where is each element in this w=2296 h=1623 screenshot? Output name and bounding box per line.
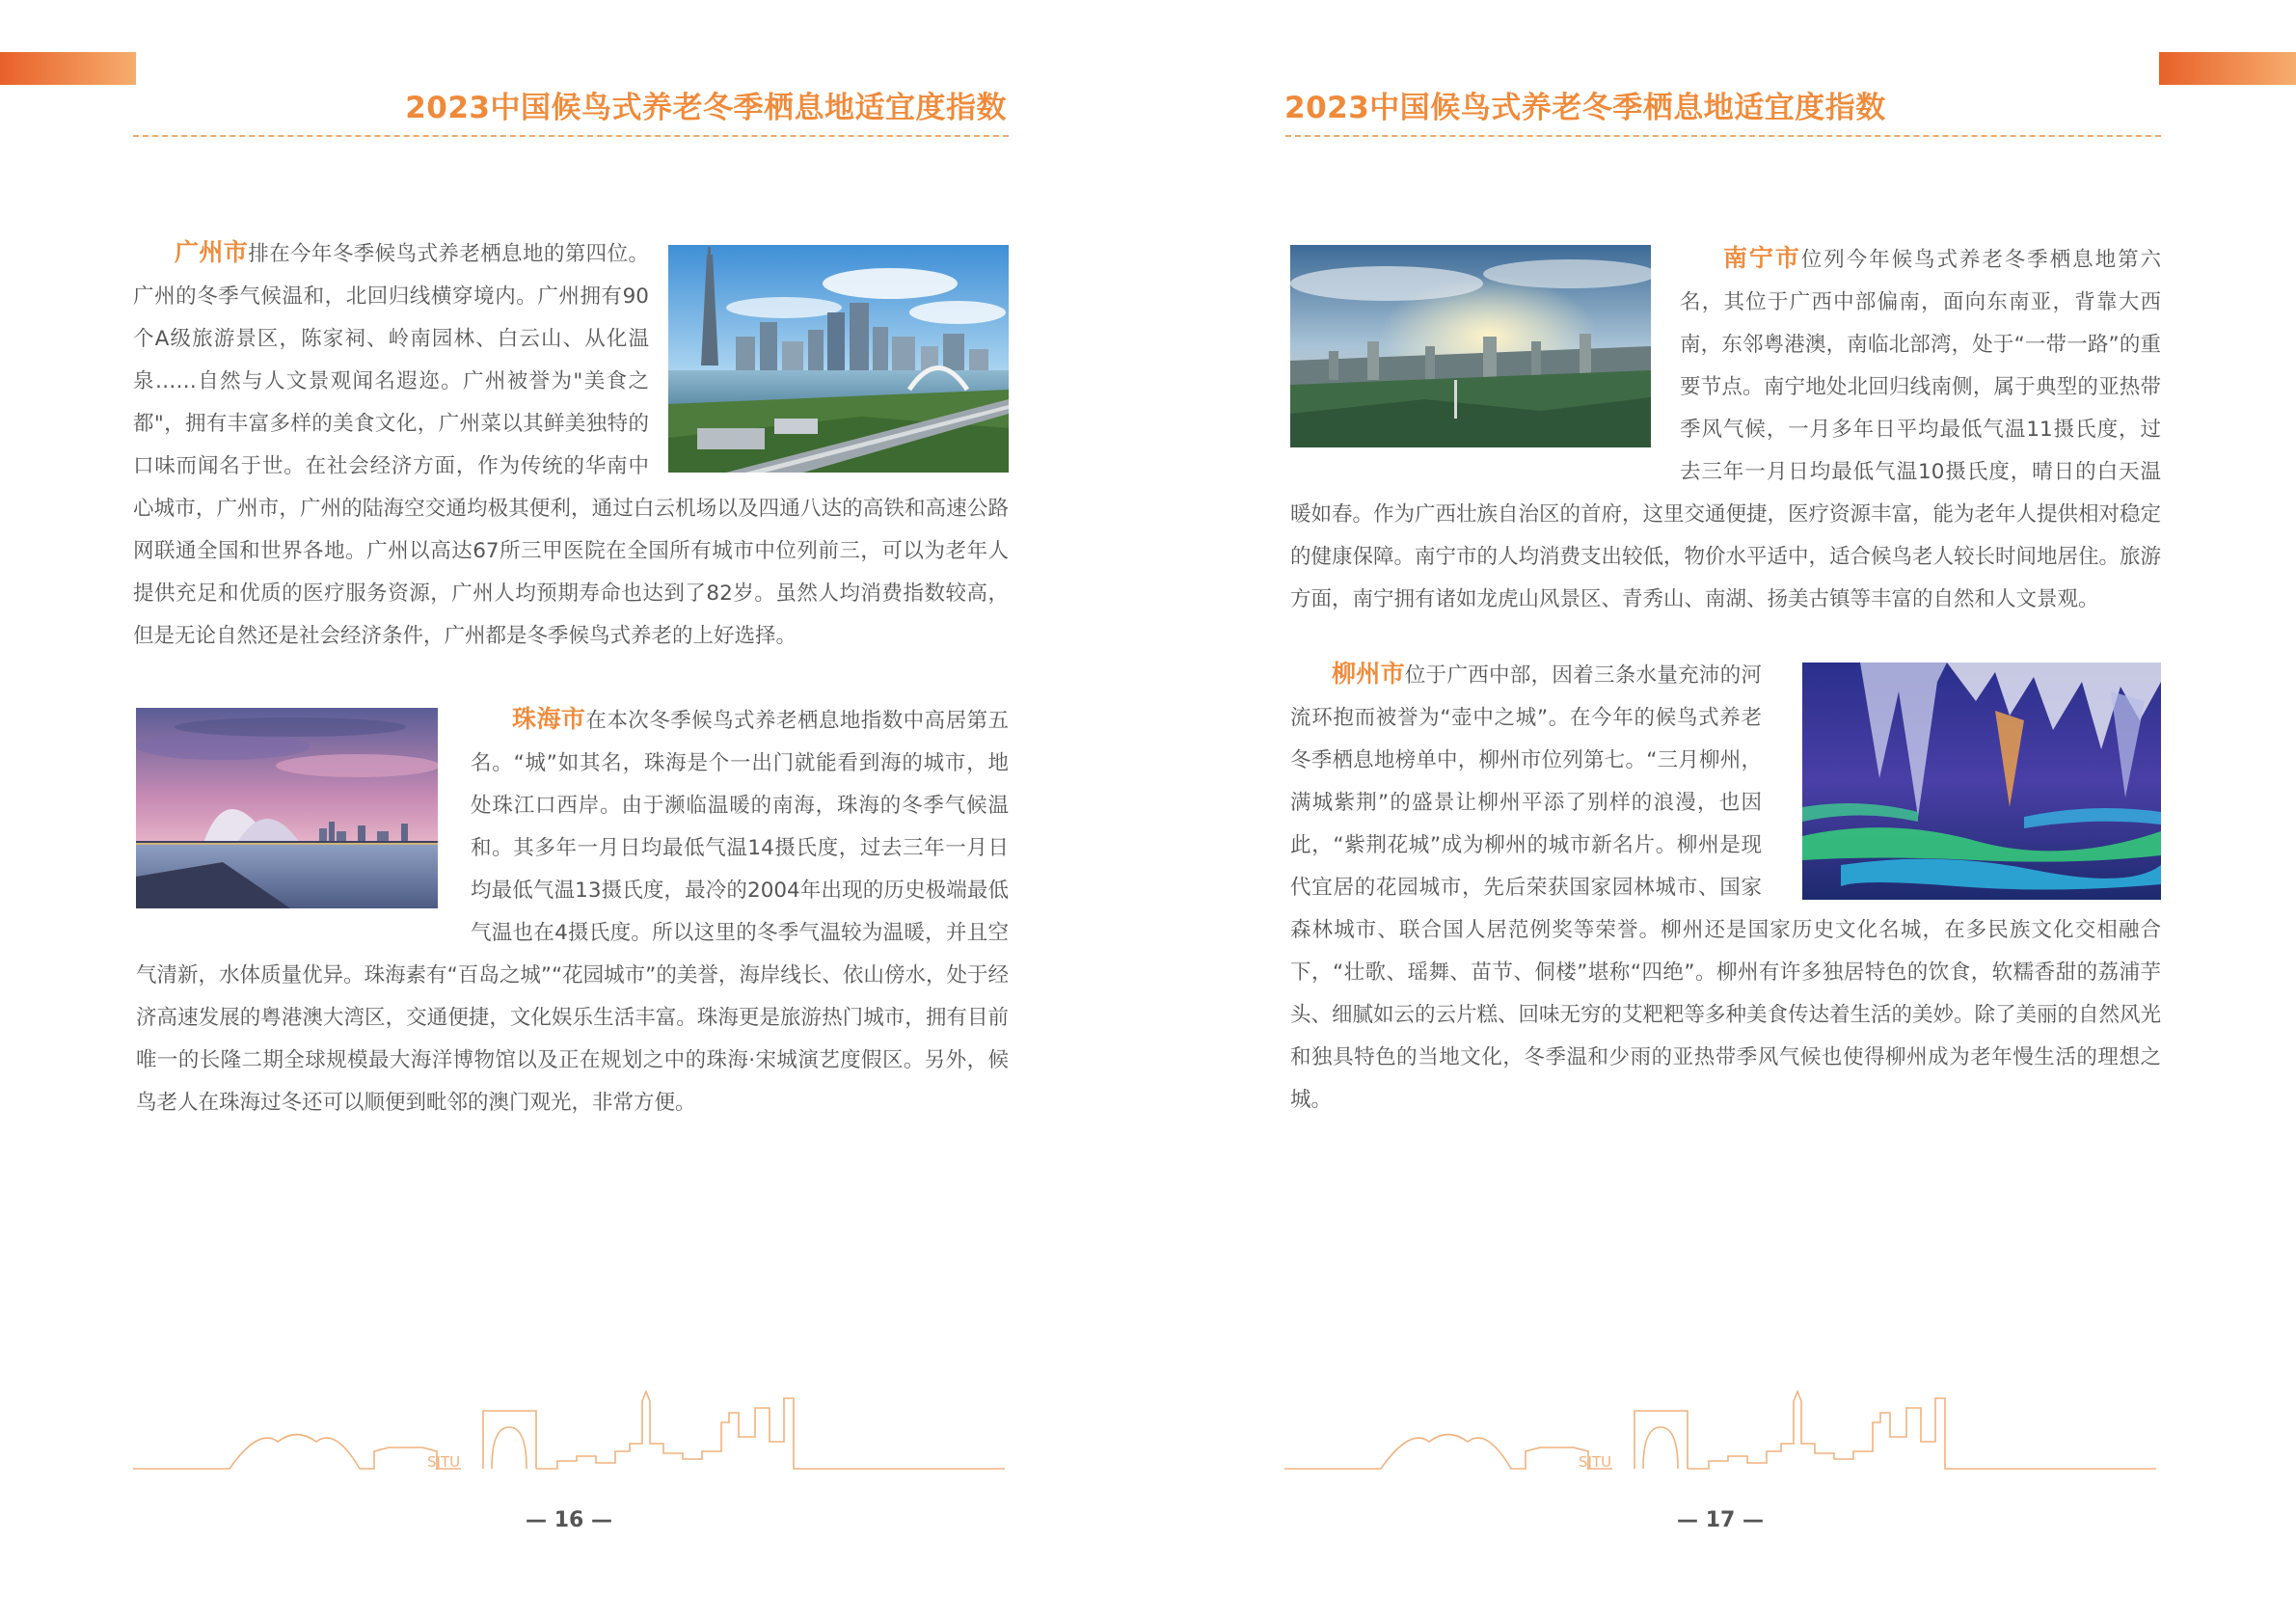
city-name-zhuhai: 珠海市 (512, 705, 586, 733)
article-zhuhai (136, 698, 1009, 1124)
guangzhou-skyline-photo (668, 245, 1009, 473)
city-name-guangzhou: 广州市 (175, 238, 249, 266)
sjtu-logo-text: SJTU (1579, 1453, 1612, 1471)
corner-accent-bar (2159, 52, 2296, 85)
page-header-title: 2023中国候鸟式养老冬季栖息地适宜度指数 (405, 91, 1007, 125)
page-number-right: — 17 — (1677, 1508, 1764, 1532)
nanning-city-photo (1290, 245, 1651, 447)
city-name-nanning: 南宁市 (1721, 244, 1801, 272)
article-guangzhou (133, 231, 1009, 658)
corner-accent-bar (0, 52, 136, 85)
page-header-title: 2023中国候鸟式养老冬季栖息地适宜度指数 (1284, 91, 1886, 125)
skyline-line-art (1284, 1384, 2156, 1471)
skyline-line-art (133, 1384, 1005, 1471)
sjtu-logo-text: SJTU (427, 1453, 461, 1471)
page-number-left: — 16 — (526, 1508, 612, 1532)
right-page (1148, 0, 2296, 1623)
liuzhou-karst-cave-photo (1802, 663, 2161, 900)
city-name-liuzhou: 柳州市 (1332, 660, 1405, 688)
zhuhai-body-text: 在本次冬季候鸟式养老栖息地指数中高居第五名。“城”如其名，珠海是个一出门就能看到海的城市，地处珠江口西岸。由于濒临温暖的南海，珠海的冬季气候温和。其多年一月日均最低气温14摄氏度，过去三年一月日均最低气温13摄氏度，最冷的2004年出现的历史极端最低气温也在4摄氏度。所以这里的冬季气温较为温暖，并且空气清新，水体质量优异。珠海素有“百岛之城”“花园城市”的美誉，海岸线长、依山傍水，处于经济高速发展的粤港澳大湾区，交通便捷，文化娱乐生活丰富。珠海更是旅游热门城市，拥有目前唯一的长隆二期全球规模最大海洋博物馆以及正在规划之中的珠海·宋城演艺度假区。另外，候鸟老人在珠海过冬还可以顺便到毗邻的澳门观光，非常方便。 (136, 709, 1009, 1115)
header-dashed-rule (1285, 135, 2161, 137)
header-dashed-rule (133, 135, 1009, 137)
article-nanning (1290, 237, 2161, 621)
zhuhai-opera-house-photo (136, 708, 438, 908)
liuzhou-body-text: 位于广西中部，因着三条水量充沛的河流环抱而被誉为“壶中之城”。在今年的候鸟式养老冬季栖息地榜单中，柳州市位列第七。“三月柳州，满城紫荆”的盛景让柳州平添了别样的浪漫，也因此，“紫荆花城”成为柳州的城市新名片。柳州是现代宜居的花园城市，先后荣获国家园林城市、国家森林城市、联合国人居范例奖等荣誉。柳州还是国家历史文化名城，在多民族文化交相融合下，“壮歌、瑶舞、苗节、侗楼”堪称“四绝”。柳州有许多独居特色的饮食，软糯香甜的荔浦芋头、细腻如云的云片糕、回味无穷的艾粑粑等多种美食传达着生活的美妙。除了美丽的自然风光和独具特色的当地文化，冬季温和少雨的亚热带季风气候也使得柳州成为老年慢生活的理想之城。 (1290, 663, 2162, 1112)
guangzhou-body-text: 排在今年冬季候鸟式养老栖息地的第四位。广州的冬季气候温和，北回归线横穿境内。广州拥有90个A级旅游景区，陈家祠、岭南园林、白云山、从化温泉……自然与人文景观闻名遐迩。广州被誉为"美食之都"，拥有丰富多样的美食文化，广州菜以其鲜美独特的口味而闻名于世。在社会经济方面，作为传统的华南中心城市，广州市，广州的陆海空交通均极其便利，通过白云机场以及四通八达的高铁和高速公路网联通全国和世界各地。广州以高达67所三甲医院在全国所有城市中位列前三，可以为老年人提供充足和优质的医疗服务资源，广州人均预期寿命也达到了82岁。虽然人均消费指数较高，但是无论自然还是社会经济条件，广州都是冬季候鸟式养老的上好选择。 (133, 242, 1009, 648)
article-liuzhou (1290, 653, 2161, 1122)
nanning-body-text: 位列今年候鸟式养老冬季栖息地第六名，其位于广西中部偏南，面向东南亚，背靠大西南，东邻粤港澳，南临北部湾，处于“一带一路”的重要节点。南宁地处北回归线南侧，属于典型的亚热带季风气候，一月多年日平均最低气温11摄氏度，过去三年一月日均最低气温10摄氏度，晴日的白天温暖如春。作为广西壮族自治区的首府，这里交通便捷，医疗资源丰富，能为老年人提供相对稳定的健康保障。南宁市的人均消费支出较低，物价水平适中，适合候鸟老人较长时间地居住。旅游方面，南宁拥有诸如龙虎山风景区、青秀山、南湖、扬美古镇等丰富的自然和人文景观。 (1290, 248, 2162, 611)
